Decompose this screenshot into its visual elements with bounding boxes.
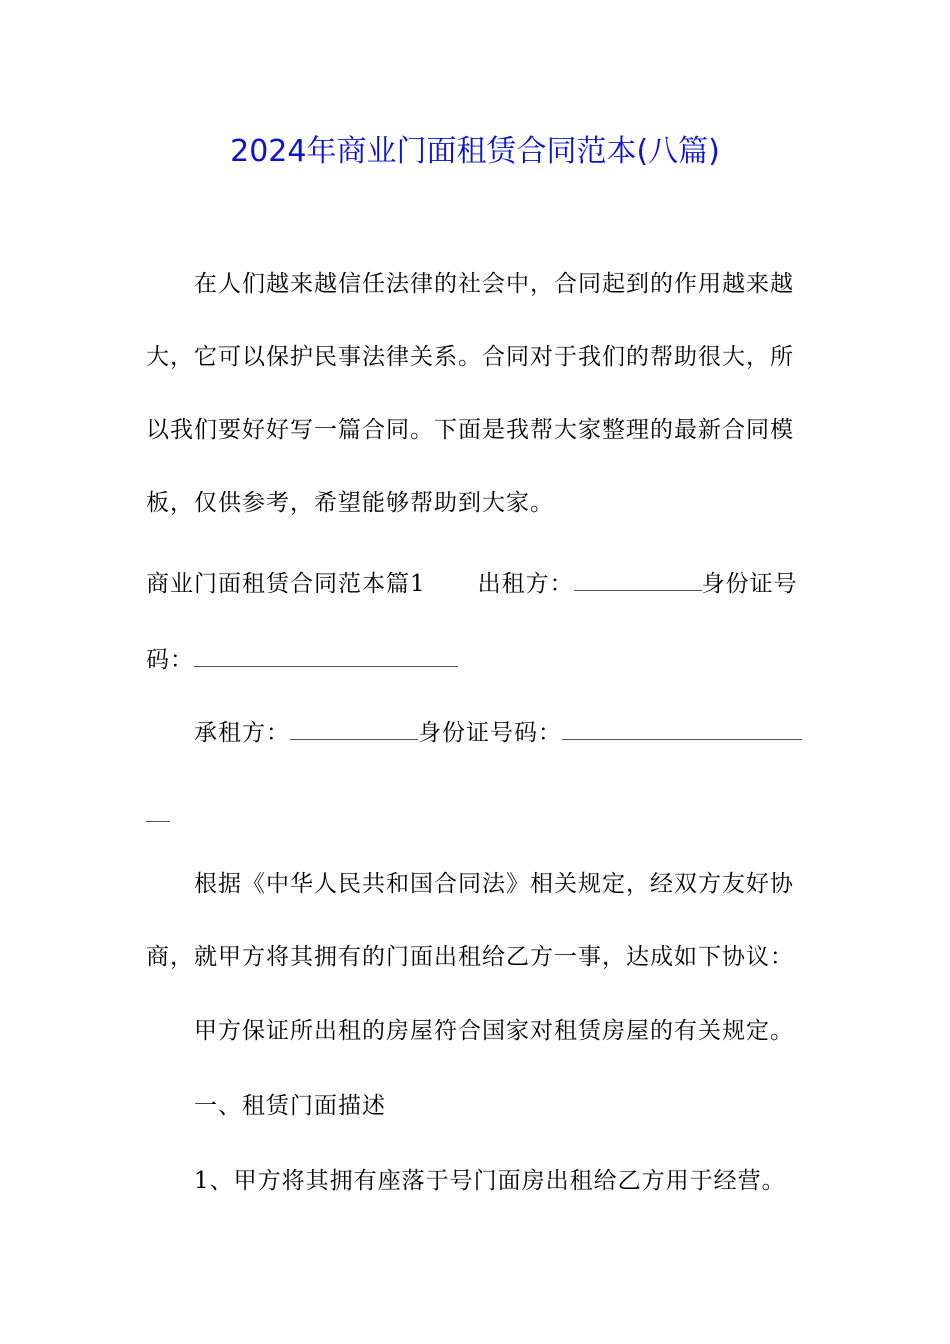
lessee-line — [194, 713, 802, 753]
clause-1: 1、甲方将其拥有座落于号门面房出租给乙方用于经营。 — [194, 1168, 786, 1194]
section-heading: 商业门面租赁合同范本篇1 — [146, 571, 426, 597]
section-heading-line — [146, 564, 798, 604]
intro-paragraph: 在人们越来越信任法律的社会中，合同起到的作用越来越大，它可以保护民事法律关系。合同对于我们的帮助很大，所以我们要好好写一篇合同。下面是我帮大家整理的最新合同模板，仅供参考，希望能够帮助到大家。 — [146, 271, 794, 516]
clause-heading: 一、租赁门面描述 — [194, 1093, 386, 1119]
lessor-label: 出租方： — [477, 571, 574, 597]
lessee-id-label: 身份证号码： — [418, 720, 562, 746]
lessee-label: 承租方： — [194, 720, 290, 746]
lessor-id-blank — [194, 648, 458, 667]
lessee-name-blank — [290, 721, 418, 740]
lessee-id-blank-cont-line — [146, 795, 170, 835]
guarantee-paragraph: 甲方保证所出租的房屋符合国家对租赁房屋的有关规定。 — [194, 1018, 794, 1044]
lessor-id-line — [146, 640, 458, 680]
lessor-id-label: 身份证号 — [701, 571, 798, 597]
lessor-id-label-cont: 码： — [146, 647, 194, 673]
lessee-id-blank — [562, 721, 802, 740]
lessor-name-blank — [574, 572, 702, 591]
basis-paragraph: 根据《中华人民共和国合同法》相关规定，经双方友好协商，就甲方将其拥有的门面出租给乙方一事，达成如下协议： — [146, 871, 794, 970]
document-title: 2024年商业门面租赁合同范本(八篇) — [230, 134, 720, 169]
lessee-id-blank-cont — [146, 803, 170, 822]
